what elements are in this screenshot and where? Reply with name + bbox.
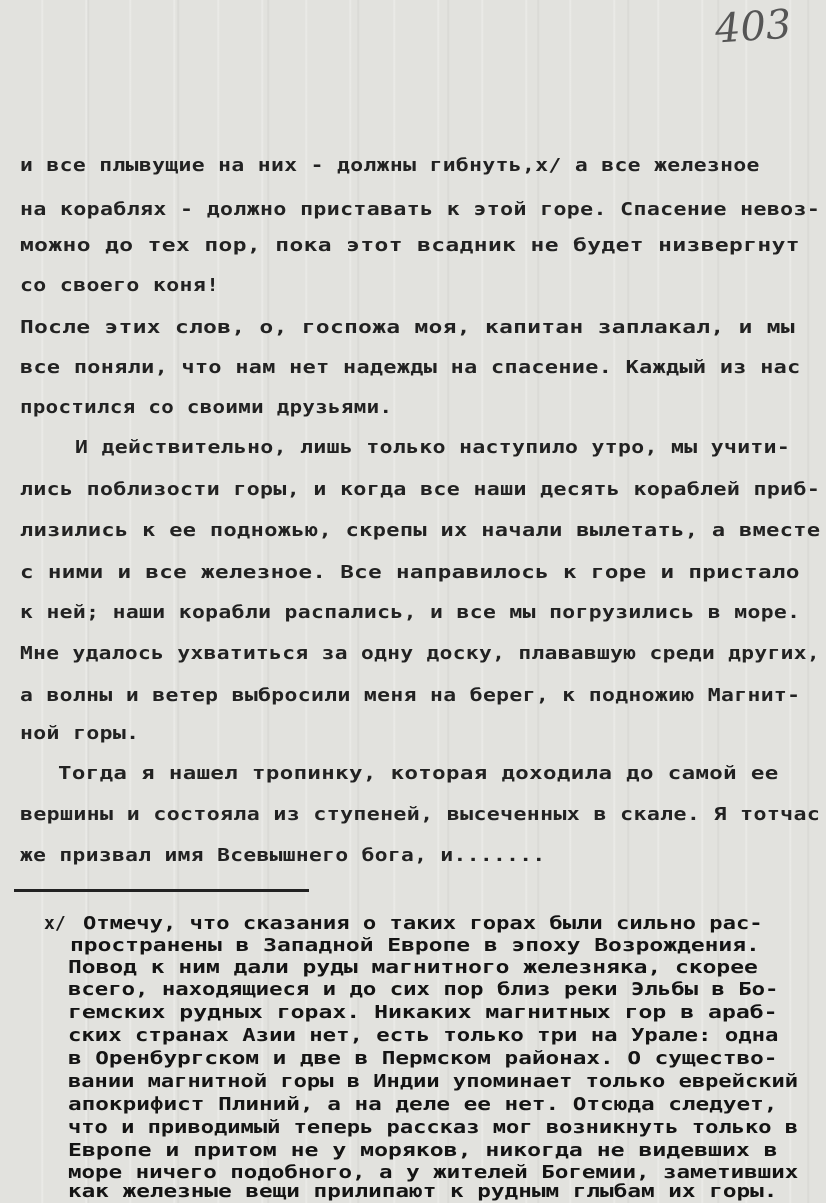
text-line: же призвал имя Всевышнего бога, и....... bbox=[20, 846, 546, 866]
page-number: 403 bbox=[713, 1, 793, 53]
text-line: лизились к ее подножью, скрепы их начали вылетать, а вместе bbox=[20, 521, 821, 541]
footnote-line: Отмечу, что сказания о таких горах были сильно рас- bbox=[83, 913, 763, 934]
text-line: ной горы. bbox=[20, 724, 140, 744]
text-line: Мне удалось ухватиться за одну доску, плававшую среди других, bbox=[20, 644, 820, 664]
text-line: к ней; наши корабли распались, и все мы погрузились в море. bbox=[20, 603, 801, 623]
text-line: с ними и все железное. Все направилось к горе и пристало bbox=[20, 563, 800, 583]
text-line: лись поблизости горы, и когда все наши десять кораблей приб- bbox=[20, 480, 821, 500]
footnote-line: ских странах Азии нет, есть только три на Урале: одна bbox=[68, 1025, 779, 1046]
text-line: все поняли, что нам нет надежды на спасение. Каждый из нас bbox=[20, 358, 801, 378]
text-line: можно до тех пор, пока этот всадник не будет низвергнут bbox=[20, 236, 800, 256]
text-line: вершины и состояла из ступеней, высеченных в скале. Я тотчас bbox=[20, 805, 821, 825]
footnote-line: пространены в Западной Европе в эпоху Возрождения. bbox=[70, 935, 760, 956]
footnote-line: Повод к ним дали руды магнитного железняка, скорее bbox=[68, 957, 758, 978]
text-line: И действительно, лишь только наступило утро, мы учити- bbox=[75, 438, 791, 458]
footnote-line: гемских рудных горах. Никаких магнитных гор в араб- bbox=[68, 1002, 778, 1023]
footnote-line: вании магнитной горы в Индии упоминает только еврейский bbox=[68, 1071, 799, 1092]
footnote-separator bbox=[14, 889, 309, 892]
text-line: После этих слов, о, госпожа моя, капитан заплакал, и мы bbox=[20, 318, 795, 338]
footnote-line: Европе и притом не у моряков, никогда не видевших в bbox=[68, 1140, 778, 1161]
footnote-line: всего, находящиеся и до сих пор близ реки Эльбы в Бо- bbox=[68, 979, 779, 1000]
text-line: а волны и ветер выбросили меня на берег, к подножию Магнит- bbox=[20, 686, 801, 706]
text-line: и все плывущие на них - должны гибнуть,х/ а все железное bbox=[20, 156, 760, 176]
footnote-line: что и приводимый теперь рассказ мог возникнуть только в bbox=[68, 1117, 799, 1138]
text-line: простился со своими друзьями. bbox=[20, 398, 393, 418]
footnote-line: как железные вещи прилипают к рудным глыбам их горы. bbox=[68, 1181, 778, 1202]
footnote-line: море ничего подобного, а у жителей Богемии, заметивших bbox=[68, 1162, 799, 1183]
text-line: Тогда я нашел тропинку, которая доходила до самой ее bbox=[58, 764, 779, 784]
footnote-line: в Оренбургском и две в Пермском районах. О существо- bbox=[68, 1048, 778, 1069]
footnote-line: апокрифист Плиний, а на деле ее нет. Отсюда следует, bbox=[68, 1094, 778, 1115]
footnote-marker: х/ bbox=[44, 913, 66, 934]
text-line: со своего коня! bbox=[20, 276, 220, 296]
text-line: на кораблях - должно приставать к этой горе. Спасение невоз- bbox=[20, 200, 821, 220]
